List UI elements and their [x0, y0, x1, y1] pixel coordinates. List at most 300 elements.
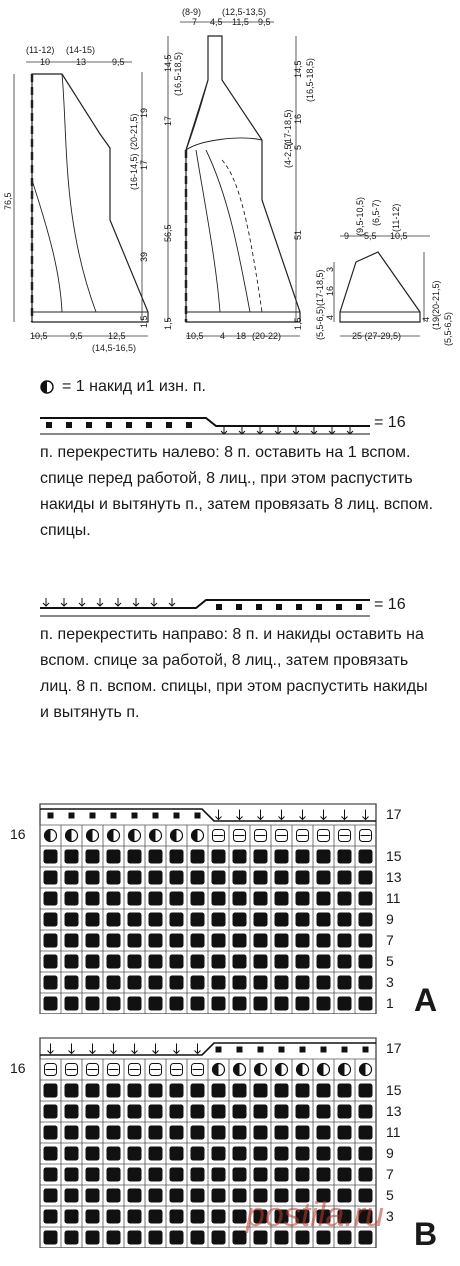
knit-square-icon: [149, 1105, 163, 1119]
knit-square-icon: [191, 913, 205, 927]
knit-square-icon: [128, 1126, 142, 1140]
knit-square-icon: [254, 1105, 268, 1119]
knit-square-icon: [317, 871, 331, 885]
knit-square-icon: [107, 997, 121, 1011]
sleeve-bottom: 25 (27-29,5): [352, 331, 402, 341]
knit-square-icon: [128, 913, 142, 927]
knit-square-icon: [275, 871, 289, 885]
knit-square-icon: [275, 1147, 289, 1161]
knit-square-icon: [86, 1105, 100, 1119]
knit-square-icon: [128, 871, 142, 885]
stitch-square: [174, 813, 180, 819]
knit-square-icon: [275, 913, 289, 927]
knit-square-icon: [65, 850, 79, 864]
stitch-square: [195, 813, 201, 819]
knit-square-icon: [128, 1084, 142, 1098]
sleeve-left-4: (5,5-6,5): [315, 305, 325, 340]
knit-square-icon: [212, 934, 226, 948]
knit-square-icon: [254, 1126, 268, 1140]
knit-square-icon: [107, 913, 121, 927]
knit-square-icon: [86, 955, 100, 969]
knit-square-icon: [149, 1168, 163, 1182]
row-number: 13: [386, 1103, 402, 1119]
knit-square-icon: [149, 1210, 163, 1224]
knit-square-icon: [44, 913, 58, 927]
knit-square-icon: [128, 934, 142, 948]
chart-a-left-number: 16: [10, 826, 26, 842]
knit-square-icon: [233, 955, 247, 969]
knit-square-icon: [233, 934, 247, 948]
back-right-4: 17: [139, 159, 149, 170]
knit-square-icon: [170, 1189, 184, 1203]
knit-square-icon: [128, 976, 142, 990]
stitch-square: [236, 604, 242, 610]
knit-square-icon: [359, 1105, 373, 1119]
back-piece: [32, 74, 148, 322]
knit-square-icon: [44, 1231, 58, 1245]
row-number: 17: [386, 806, 402, 822]
knit-square-icon: [338, 976, 352, 990]
arrow-down-icon: [61, 598, 67, 606]
knit-square-icon: [149, 1084, 163, 1098]
knit-square-icon: [296, 1105, 310, 1119]
stitch-square: [356, 604, 362, 610]
knit-square-icon: [149, 997, 163, 1011]
stitch-square: [276, 604, 282, 610]
knit-square-icon: [191, 976, 205, 990]
sleeve-top-2: (6,5-7): [371, 199, 381, 226]
knit-square-icon: [296, 913, 310, 927]
stitch-square: [86, 422, 92, 428]
knit-square-icon: [170, 850, 184, 864]
knit-square-icon: [359, 1147, 373, 1161]
back-length: 76,5: [3, 192, 13, 210]
cable-left-text: п. перекрестить налево: 8 п. оставить на 1 вспом. спице перед работой, 8 лиц., при этом распустить накиды и вытянуть п., затем провязать 8 лиц. вспом. спицы.: [40, 444, 434, 539]
knit-square-icon: [317, 1084, 331, 1098]
knit-square-icon: [191, 850, 205, 864]
knit-square-icon: [149, 1126, 163, 1140]
knit-square-icon: [359, 913, 373, 927]
knit-square-icon: [65, 892, 79, 906]
row-number: 17: [386, 1040, 402, 1056]
cable-right-count: = 16: [374, 596, 406, 613]
knit-square-icon: [212, 1231, 226, 1245]
knit-square-icon: [317, 976, 331, 990]
knit-square-icon: [359, 892, 373, 906]
front-left-1: 14,5: [163, 54, 173, 72]
knit-square-icon: [317, 934, 331, 948]
knit-square-icon: [359, 955, 373, 969]
front-top-dim-3: 11,5: [232, 17, 249, 27]
back-right-6: 1,5: [139, 315, 149, 328]
knit-square-icon: [359, 850, 373, 864]
knit-square-icon: [233, 997, 247, 1011]
knit-square-icon: [317, 955, 331, 969]
stitch-square: [66, 422, 72, 428]
cable-right-text: п. перекрестить направо: 8 п. и накиды оставить на вспом. спице за работой, 8 лиц., затем провязать лиц. 8 п. вспом. спицы, при этом распустить накиды и вытянуть п.: [40, 626, 428, 721]
front-bottom-3: 18: [236, 331, 247, 341]
knit-square-icon: [149, 871, 163, 885]
knit-square-icon: [296, 1084, 310, 1098]
knit-square-icon: [212, 871, 226, 885]
knit-square-icon: [149, 934, 163, 948]
knit-square-icon: [170, 955, 184, 969]
stitch-square: [111, 813, 117, 819]
knit-square-icon: [170, 1126, 184, 1140]
knit-square-icon: [212, 997, 226, 1011]
knit-square-icon: [359, 871, 373, 885]
knit-square-icon: [275, 955, 289, 969]
knit-square-icon: [317, 997, 331, 1011]
stitch-square: [321, 1047, 327, 1053]
sleeve-right-2: 4: [421, 316, 431, 322]
knit-square-icon: [44, 1126, 58, 1140]
knit-square-icon: [191, 1105, 205, 1119]
front-right-8: 1,5: [293, 317, 303, 330]
arrow-down-icon: [257, 427, 263, 434]
knit-square-icon: [107, 1126, 121, 1140]
knit-square-icon: [86, 1147, 100, 1161]
knit-square-icon: [191, 1231, 205, 1245]
stitch-square: [48, 813, 54, 819]
arrow-down-icon: [133, 598, 139, 606]
half-circle-icon: [40, 380, 54, 394]
knit-square-icon: [212, 1168, 226, 1182]
knit-square-icon: [128, 1210, 142, 1224]
knit-square-icon: [170, 1084, 184, 1098]
knit-square-icon: [86, 871, 100, 885]
row-number: 9: [386, 911, 394, 927]
knit-square-icon: [212, 913, 226, 927]
knit-square-icon: [338, 892, 352, 906]
knit-square-icon: [359, 997, 373, 1011]
stitch-square: [316, 604, 322, 610]
pattern-chart-a: [38, 802, 378, 1014]
front-bottom-4: (20-22): [252, 331, 282, 341]
legend-symbol-row: [40, 374, 206, 400]
knit-square-icon: [86, 1210, 100, 1224]
knit-square-icon: [170, 913, 184, 927]
knit-square-icon: [107, 871, 121, 885]
knit-square-icon: [107, 976, 121, 990]
row-number: 3: [386, 1208, 394, 1224]
arrow-down-icon: [43, 598, 49, 606]
sleeve-top-5: 5,5: [364, 231, 377, 241]
sleeve-left-1: (17-18,5): [315, 269, 325, 306]
knit-square-icon: [296, 997, 310, 1011]
knit-square-icon: [86, 1189, 100, 1203]
knit-square-icon: [296, 1147, 310, 1161]
back-top-size-1: (11-12): [26, 45, 55, 55]
knit-square-icon: [128, 1168, 142, 1182]
knit-square-icon: [275, 892, 289, 906]
sleeve-left-3: 3: [325, 266, 335, 272]
front-top-dim-1: 7: [192, 17, 198, 27]
knit-square-icon: [107, 955, 121, 969]
knit-square-icon: [254, 892, 268, 906]
front-right-5: 5: [293, 144, 303, 150]
knit-square-icon: [254, 871, 268, 885]
knit-square-icon: [212, 955, 226, 969]
knit-square-icon: [338, 871, 352, 885]
knit-square-icon: [254, 850, 268, 864]
stitch-square: [69, 813, 75, 819]
knit-square-icon: [128, 1231, 142, 1245]
knit-square-icon: [254, 1147, 268, 1161]
sleeve-right-1: (19(20-21,5): [431, 280, 441, 330]
knit-square-icon: [317, 1105, 331, 1119]
knit-square-icon: [170, 1231, 184, 1245]
knit-square-icon: [254, 913, 268, 927]
knit-square-icon: [170, 892, 184, 906]
stitch-square: [126, 422, 132, 428]
knit-square-icon: [254, 934, 268, 948]
arrow-down-icon: [79, 598, 85, 606]
knit-square-icon: [65, 1189, 79, 1203]
row-number: 11: [386, 890, 401, 906]
knit-square-icon: [65, 1084, 79, 1098]
stitch-square: [279, 1047, 285, 1053]
knit-square-icon: [359, 934, 373, 948]
knit-square-icon: [65, 913, 79, 927]
watermark: postila.ru: [246, 1196, 384, 1234]
stitch-square: [256, 604, 262, 610]
knit-square-icon: [338, 955, 352, 969]
knit-square-icon: [338, 1105, 352, 1119]
knit-square-icon: [128, 1147, 142, 1161]
back-top-size-2: (14-15): [66, 45, 96, 55]
knit-square-icon: [212, 892, 226, 906]
knit-square-icon: [296, 892, 310, 906]
arrow-down-icon: [311, 427, 317, 434]
knit-square-icon: [128, 1189, 142, 1203]
arrow-down-icon: [347, 427, 353, 434]
knit-square-icon: [86, 1084, 100, 1098]
sleeve-left-2: 16: [325, 285, 335, 296]
stitch-square: [146, 422, 152, 428]
knit-square-icon: [170, 1168, 184, 1182]
knit-square-icon: [107, 934, 121, 948]
stitch-square: [90, 813, 96, 819]
knit-square-icon: [86, 913, 100, 927]
knit-square-icon: [317, 1147, 331, 1161]
cable-left-count: = 16: [374, 414, 406, 431]
knit-square-icon: [170, 934, 184, 948]
back-top-dim-1: 10: [40, 57, 51, 67]
knit-square-icon: [317, 1168, 331, 1182]
knit-square-icon: [107, 892, 121, 906]
knit-square-icon: [233, 1210, 247, 1224]
stitch-square: [237, 1047, 243, 1053]
knit-square-icon: [359, 976, 373, 990]
stitch-square: [166, 422, 172, 428]
sleeve-piece: [340, 252, 420, 322]
knit-square-icon: [191, 997, 205, 1011]
knit-square-icon: [212, 1084, 226, 1098]
stitch-square: [153, 813, 159, 819]
knit-square-icon: [65, 1126, 79, 1140]
knit-square-icon: [44, 1084, 58, 1098]
knit-square-icon: [65, 976, 79, 990]
chart-a-label: A: [414, 982, 438, 1018]
front-right-2: (16,5-18,5): [305, 57, 315, 102]
knit-square-icon: [149, 955, 163, 969]
back-top-dim-3: 9,5: [112, 57, 125, 67]
row-number: 15: [386, 848, 402, 864]
arrow-down-icon: [239, 427, 245, 434]
knit-square-icon: [86, 1231, 100, 1245]
knit-square-icon: [107, 1084, 121, 1098]
knit-square-icon: [86, 976, 100, 990]
row-number: 7: [386, 1166, 394, 1182]
back-bottom-3: 12,5: [108, 331, 126, 341]
knit-square-icon: [338, 1084, 352, 1098]
knit-square-icon: [65, 997, 79, 1011]
front-piece: [186, 36, 300, 322]
knit-square-icon: [233, 1105, 247, 1119]
stitch-square: [336, 604, 342, 610]
knit-square-icon: [338, 1126, 352, 1140]
knit-square-icon: [233, 1147, 247, 1161]
knit-square-icon: [44, 1168, 58, 1182]
knit-square-icon: [170, 1147, 184, 1161]
knit-square-icon: [128, 955, 142, 969]
knit-square-icon: [107, 1105, 121, 1119]
knit-square-icon: [191, 934, 205, 948]
sleeve-right-3: (5,5-6,5): [443, 311, 453, 346]
knit-square-icon: [44, 955, 58, 969]
row-number: 7: [386, 932, 394, 948]
row-number: 15: [386, 1082, 402, 1098]
knit-square-icon: [275, 997, 289, 1011]
knit-square-icon: [233, 913, 247, 927]
knit-square-icon: [212, 1105, 226, 1119]
front-top-size-2: (12,5-13,5): [222, 7, 267, 17]
knit-square-icon: [191, 1084, 205, 1098]
back-bottom-4: (14,5-16,5): [92, 343, 137, 353]
knit-square-icon: [254, 1084, 268, 1098]
front-left-4: 56,5: [163, 224, 173, 242]
knit-square-icon: [128, 892, 142, 906]
knit-square-icon: [254, 955, 268, 969]
knit-square-icon: [107, 1210, 121, 1224]
front-right-4: 16: [293, 113, 303, 124]
knit-square-icon: [65, 934, 79, 948]
arrow-down-icon: [293, 427, 299, 434]
stitch-square: [106, 422, 112, 428]
back-right-2: 19: [139, 107, 149, 118]
knit-square-icon: [317, 1126, 331, 1140]
knit-square-icon: [296, 850, 310, 864]
arrow-down-icon: [97, 598, 103, 606]
back-bottom-2: 9,5: [70, 331, 83, 341]
front-right-6: (4-2,5): [283, 141, 293, 168]
knit-square-icon: [149, 892, 163, 906]
knit-square-icon: [65, 1105, 79, 1119]
knit-square-icon: [191, 871, 205, 885]
row-number: 9: [386, 1145, 394, 1161]
knit-square-icon: [296, 976, 310, 990]
knit-square-icon: [44, 1189, 58, 1203]
front-left-3: 17: [163, 115, 173, 126]
back-bottom-1: 10,5: [30, 331, 48, 341]
knit-square-icon: [44, 1210, 58, 1224]
knit-square-icon: [191, 1210, 205, 1224]
cable-right-symbol: [40, 596, 370, 618]
knit-square-icon: [86, 1168, 100, 1182]
knit-square-icon: [107, 1189, 121, 1203]
knit-square-icon: [296, 934, 310, 948]
knit-square-icon: [233, 850, 247, 864]
knit-square-icon: [191, 1168, 205, 1182]
knit-square-icon: [359, 1084, 373, 1098]
knit-square-icon: [44, 976, 58, 990]
knit-square-icon: [149, 850, 163, 864]
back-top-dim-2: 13: [76, 57, 87, 67]
knit-square-icon: [233, 871, 247, 885]
knit-square-icon: [359, 1168, 373, 1182]
knit-square-icon: [107, 850, 121, 864]
row-number: 13: [386, 869, 402, 885]
knit-square-icon: [149, 913, 163, 927]
knit-square-icon: [107, 1147, 121, 1161]
front-bottom-1: 10,5: [186, 331, 204, 341]
sleeve-left-5: 4: [325, 314, 335, 320]
knit-square-icon: [170, 871, 184, 885]
knit-square-icon: [191, 892, 205, 906]
knit-square-icon: [86, 892, 100, 906]
stitch-square: [216, 1047, 222, 1053]
knit-square-icon: [317, 892, 331, 906]
legend-symbol-text: = 1 накид и1 изн. п.: [62, 378, 206, 395]
knit-square-icon: [317, 850, 331, 864]
knit-square-icon: [86, 997, 100, 1011]
arrow-down-icon: [169, 598, 175, 606]
knit-square-icon: [275, 976, 289, 990]
back-right-1: (20-21,5): [129, 113, 139, 150]
knit-square-icon: [170, 1105, 184, 1119]
row-number: 3: [386, 974, 394, 990]
arrow-down-icon: [275, 427, 281, 434]
knit-square-icon: [212, 1126, 226, 1140]
knit-square-icon: [107, 1168, 121, 1182]
arrow-down-icon: [329, 427, 335, 434]
stitch-square: [363, 1047, 369, 1053]
knit-square-icon: [170, 1210, 184, 1224]
front-right-1: 14,5: [293, 60, 303, 78]
stitch-square: [46, 422, 52, 428]
knit-square-icon: [44, 1105, 58, 1119]
knit-square-icon: [212, 1210, 226, 1224]
knit-square-icon: [296, 871, 310, 885]
knit-square-icon: [86, 1126, 100, 1140]
front-right-7: 51: [293, 229, 303, 240]
knit-square-icon: [338, 997, 352, 1011]
knit-square-icon: [191, 1126, 205, 1140]
row-number: 1: [386, 995, 394, 1011]
knit-square-icon: [338, 934, 352, 948]
sleeve-top-6: 10,5: [390, 231, 408, 241]
front-top-dim-4: 9,5: [258, 17, 271, 27]
knit-square-icon: [191, 1189, 205, 1203]
knit-square-icon: [149, 1231, 163, 1245]
knit-square-icon: [212, 850, 226, 864]
knit-square-icon: [317, 913, 331, 927]
knit-square-icon: [338, 1168, 352, 1182]
knit-square-icon: [44, 934, 58, 948]
knit-square-icon: [338, 1147, 352, 1161]
knit-square-icon: [149, 1189, 163, 1203]
